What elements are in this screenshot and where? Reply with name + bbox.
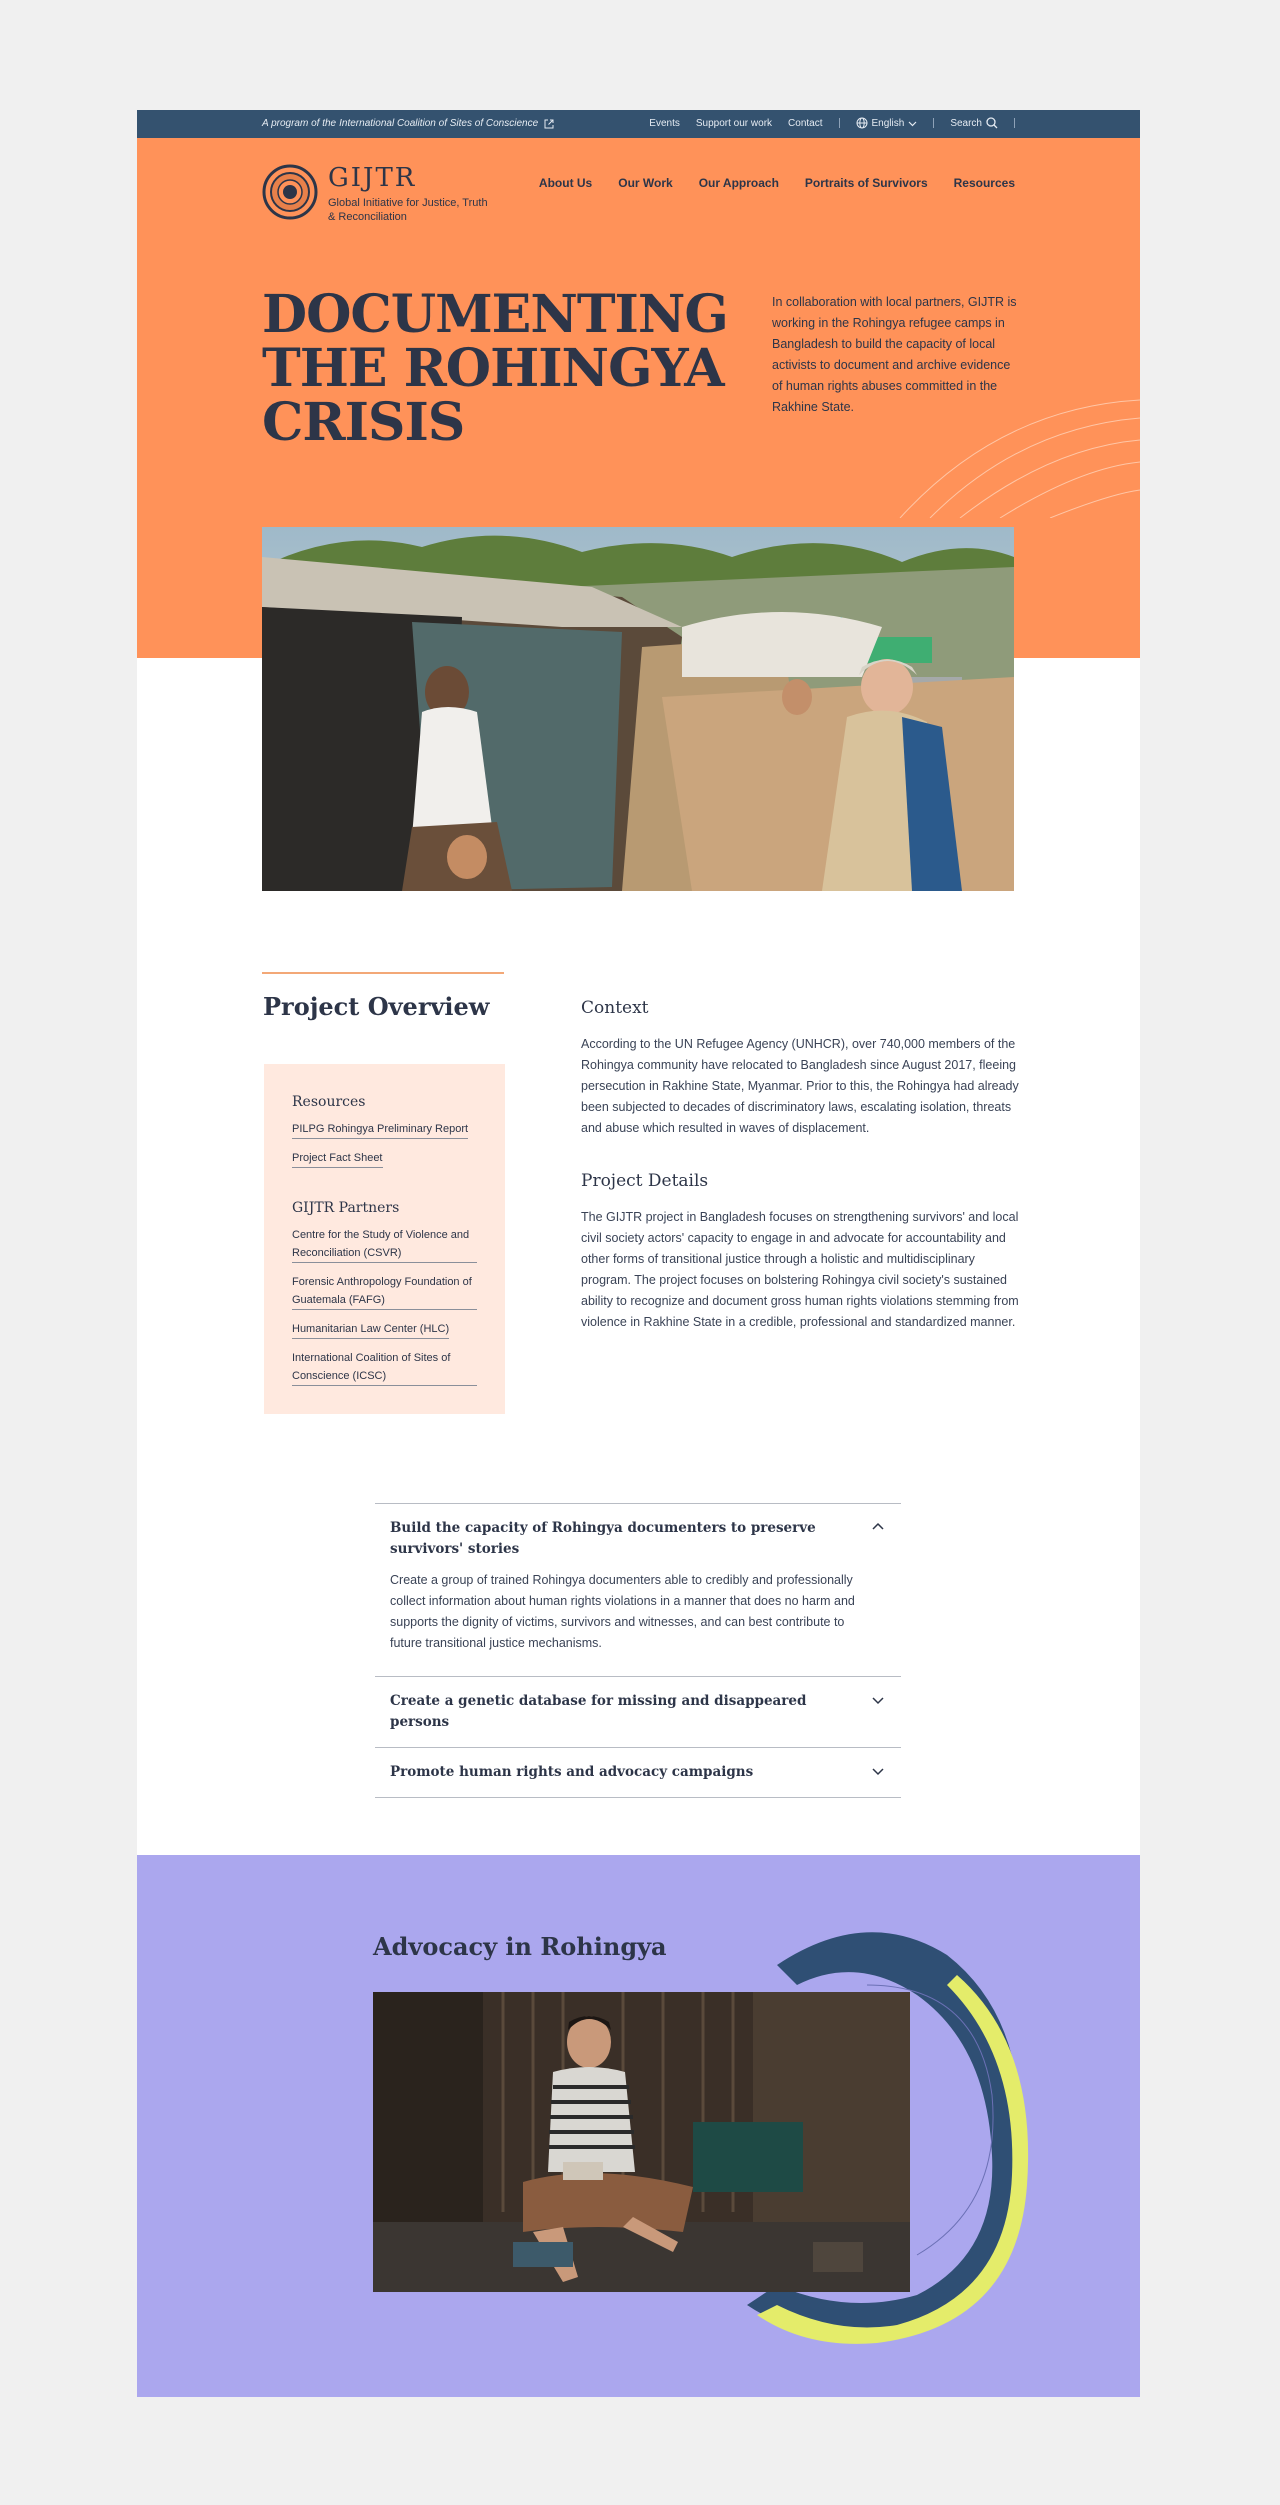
main-nav <box>539 176 1015 190</box>
program-prefix: A program of the <box>262 118 337 129</box>
project-overview-heading: Project Overview <box>263 992 490 1021</box>
accordion-item-genetic-database[interactable] <box>375 1676 901 1747</box>
decorative-arcs <box>880 398 1140 518</box>
accordion-answer: Create a group of trained Rohingya documenters able to credibly and professionally collect information about human rights violations in a manner that does no harm and supports the dignity of victims, survivors and witnesses, and can best contribute to future transitional justice mechanisms. <box>390 1573 855 1650</box>
section-rule <box>262 972 504 974</box>
context-text: According to the UN Refugee Agency (UNHCR), over 740,000 members of the Rohingya community have relocated to Bangladesh since August 2017, fleeing persecution in Rakhine State, Myanmar. Prior to this, the Rohingya had already been subjected to decades of discriminatory laws, escalating isolation, threats and abuse which resulted in waves of displacement. <box>581 1037 1019 1135</box>
page <box>137 110 1140 2397</box>
nav-about-us[interactable]: About Us <box>538 176 593 190</box>
language-selector[interactable] <box>856 117 918 129</box>
nav-portraits-of-survivors[interactable]: Portraits of Survivors <box>804 176 928 190</box>
partner-link-icsc[interactable]: International Coalition of Sites of Conscience (ICSC) <box>292 1349 477 1386</box>
logo-tagline: Global Initiative for Justice, Truth & Reconciliation <box>328 197 488 223</box>
partner-link-csvr[interactable]: Centre for the Study of Violence and Reconciliation (CSVR) <box>292 1226 477 1263</box>
site-logo[interactable] <box>262 164 488 224</box>
topbar-link-events[interactable]: Events <box>649 117 680 129</box>
nav-resources[interactable]: Resources <box>953 176 1015 190</box>
chevron-down-icon[interactable] <box>871 1764 885 1778</box>
nav-our-approach[interactable]: Our Approach <box>698 176 779 190</box>
logo-text <box>328 164 488 224</box>
accordion-item-capacity[interactable] <box>375 1503 901 1676</box>
divider <box>1014 118 1015 128</box>
program-org-link[interactable]: International Coalition of Sites of Conscience <box>339 118 539 129</box>
language-label: English <box>871 117 905 129</box>
project-details-text: The GIJTR project in Bangladesh focuses on strengthening survivors' and local civil society actors' capacity to engage in and advocate for accountability and other forms of transitional justice through a holistic and multidisciplinary program. The project focuses on bolstering Rohingya civil society's sustained ability to recognize and document gross human rights violations stemming from violence in Rakhine State in a credible, professional and standardized manner. <box>581 1210 1019 1329</box>
divider <box>839 118 840 128</box>
search-icon <box>986 117 998 129</box>
chevron-down-icon <box>908 119 917 128</box>
program-note[interactable] <box>262 118 554 129</box>
partner-link-hlc[interactable]: Humanitarian Law Center (HLC) <box>292 1320 449 1339</box>
resources-sidebar <box>264 1064 505 1414</box>
chevron-up-icon[interactable] <box>871 1520 885 1534</box>
hero-intro: In collaboration with local partners, GIJTR is working in the Rohingya refugee camps in Bangladesh to build the capacity of local activists to document and archive evidence of human rights abuses committed in the Rakhine State. <box>772 295 1017 414</box>
search-label: Search <box>950 117 982 129</box>
partners-heading: GIJTR Partners <box>292 1200 400 1216</box>
topbar-link-contact[interactable]: Contact <box>788 117 823 129</box>
partner-link-fafg[interactable]: Forensic Anthropology Foundation of Guatemala (FAFG) <box>292 1273 477 1310</box>
goals-accordion <box>375 1503 901 1798</box>
accordion-question[interactable]: Promote human rights and advocacy campaigns <box>390 1764 754 1780</box>
logo-name: GIJTR <box>328 163 417 193</box>
resources-heading: Resources <box>292 1094 366 1110</box>
topbar-link-support[interactable]: Support our work <box>695 117 773 129</box>
accordion-item-advocacy-campaigns[interactable] <box>375 1747 901 1798</box>
advocacy-heading: Advocacy in Rohingya <box>373 1932 667 1961</box>
advocacy-photo <box>373 1992 910 2292</box>
nav-our-work[interactable]: Our Work <box>618 176 673 190</box>
hero-photo <box>262 527 1014 891</box>
top-bar <box>137 110 1140 138</box>
page-title: DOCUMENTING THE ROHINGYA CRISIS <box>262 284 728 453</box>
woman-photo-illustration <box>373 1992 910 2292</box>
globe-icon <box>856 117 868 129</box>
context-heading: Context <box>581 998 649 1018</box>
search-button[interactable] <box>950 117 998 129</box>
utility-links <box>649 117 1015 129</box>
project-content <box>581 998 1021 1333</box>
chevron-down-icon[interactable] <box>871 1693 885 1707</box>
accordion-question[interactable]: Create a genetic database for missing and disappeared persons <box>390 1693 807 1730</box>
logo-mark-icon <box>262 164 318 220</box>
resource-link-pilpg-report[interactable]: PILPG Rohingya Preliminary Report <box>292 1120 468 1139</box>
camp-photo-illustration <box>262 527 1014 891</box>
project-details-heading: Project Details <box>581 1171 709 1191</box>
external-link-icon <box>544 119 554 129</box>
advocacy-section <box>137 1855 1140 2397</box>
resource-link-fact-sheet[interactable]: Project Fact Sheet <box>292 1149 383 1168</box>
divider <box>933 118 934 128</box>
accordion-question[interactable]: Build the capacity of Rohingya documenters to preserve survivors' stories <box>390 1520 816 1557</box>
